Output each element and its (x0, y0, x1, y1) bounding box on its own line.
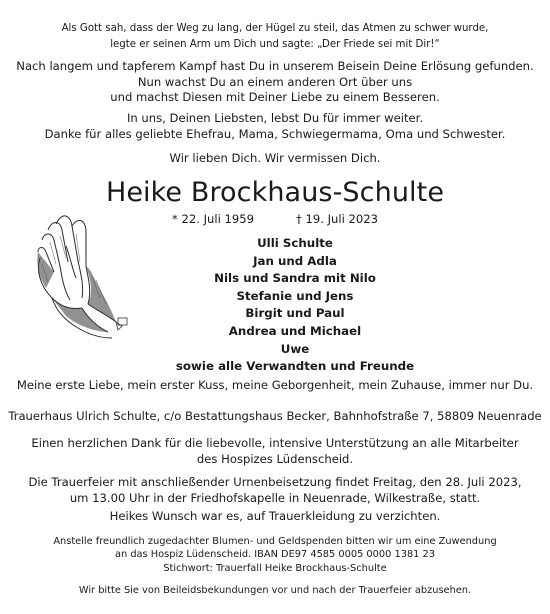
mourning-address: Trauerhaus Ulrich Schulte, c/o Bestattungshaus Becker, Bahnhofstraße 7, 58809 Neuenrade (8, 409, 542, 423)
verse-line: legte er seinen Arm um Dich und sagte: „Der Friede sei mit Dir!“ (110, 39, 440, 50)
opening-verse (0, 21, 550, 53)
mourner-name: Jan und Adla (253, 253, 337, 268)
mourner-name: Birgit und Paul (245, 306, 345, 321)
dress-code-wish: Heikes Wunsch war es, auf Trauerkleidung zu verzichten. (109, 509, 441, 523)
birth-date: * 22. Juli 1959 (172, 212, 255, 226)
mourner-name: Ulli Schulte (257, 236, 333, 250)
condolence-note: Wir bitte Sie von Beileidsbekundungen vor und nach der Trauerfeier abzusehen. (78, 585, 472, 596)
mourner-name: Nils und Sandra mit Nilo (214, 271, 376, 286)
thanks-paragraph (0, 111, 550, 142)
hospice-thanks-line: Einen herzlichen Dank für die liebevolle, intensive Unterstützung an alle Mitarbeiter (31, 436, 519, 450)
mourner-name: Stefanie und Jens (236, 288, 354, 303)
intro-paragraph (0, 59, 550, 106)
donation-line: Anstelle freundlich zugedachter Blumen- und Geldspenden bitten wir um eine Zuwendung (53, 536, 497, 547)
hospice-thanks (0, 436, 550, 467)
ceremony-info (0, 475, 550, 506)
verse-line: Als Gott sah, dass der Weg zu lang, der Hügel zu steil, das Atmen zu schwer wurde, (61, 23, 489, 34)
deceased-name: Heike Brockhaus-Schulte (105, 177, 445, 208)
donation-request (0, 535, 550, 575)
mourners-list (100, 235, 490, 376)
ceremony-line: um 13.00 Uhr in der Friedhofskapelle in Neuenrade, Wilkestraße, statt. (69, 490, 481, 505)
thanks-line: Danke für alles geliebte Ehefrau, Mama, Schwiegermama, Oma und Schwester. (44, 126, 506, 141)
ceremony-line: Die Trauerfeier mit anschließender Urnenbeisetzung findet Freitag, den 28. Juli 2023, (28, 475, 522, 489)
donation-line: Stichwort: Trauerfall Heike Brockhaus-Schulte (163, 562, 387, 574)
donation-line: an das Hospiz Lüdenscheid. IBAN DE97 4585 0005 0000 1381 23 (115, 549, 435, 561)
intro-line: Nach langem und tapferem Kampf hast Du in unserem Beisein Deine Erlösung gefunden. (16, 59, 534, 73)
mourner-name: Uwe (280, 341, 310, 356)
love-line: Wir lieben Dich. Wir vermissen Dich. (169, 151, 381, 165)
intro-line: Nun wachst Du an einem anderen Ort über uns (137, 74, 413, 89)
first-love-line: Meine erste Liebe, mein erster Kuss, meine Geborgenheit, mein Zuhause, immer nur Du. (16, 378, 534, 392)
hospice-thanks-line: des Hospizes Lüdenscheid. (196, 451, 354, 466)
intro-line: und machst Diesen mit Deiner Liebe zu einem Besseren. (110, 90, 440, 104)
thanks-line: In uns, Deinen Liebsten, lebst Du für immer weiter. (126, 111, 424, 125)
mourner-name: sowie alle Verwandten und Freunde (175, 359, 415, 374)
mourner-name: Andrea und Michael (228, 323, 362, 338)
death-date: † 19. Juli 2023 (296, 212, 379, 226)
